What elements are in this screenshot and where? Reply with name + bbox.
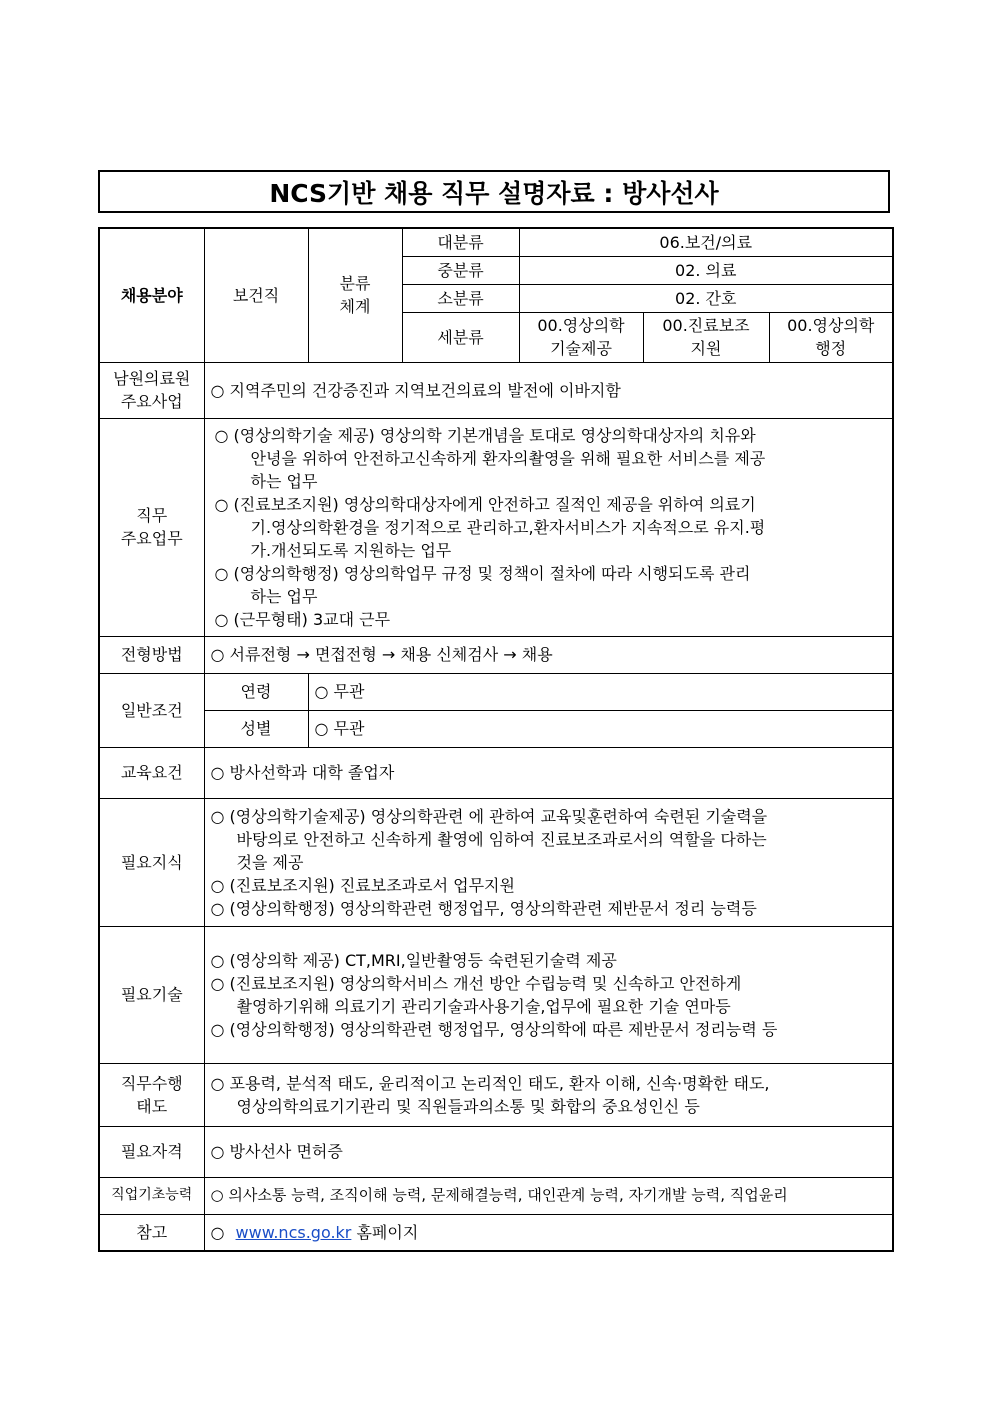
sex-value: ○ 무관 [308,710,893,747]
attitude-line-2: 영상의학의료기기관리 및 직원들과의소통 및 화합의 중요성인신 등 [236,1096,700,1116]
major-label: 대분류 [402,228,519,256]
age-value: ○ 무관 [308,673,893,710]
duties-line-7: ○ (영상의학행정) 영상의학업무 규정 및 정책이 절차에 따라 시행되도록 관리 [214,563,751,583]
attitude-content [204,1063,893,1126]
skills-line-1: ○ (영상의학 제공) CT,MRI,일반촬영등 숙련된기술력 제공 [210,950,617,970]
qualification-label: 필요자격 [99,1126,204,1177]
minor-value: 02. 간호 [519,284,893,312]
detail-1a: 00.영상의학 [537,316,625,335]
attitude-label [99,1063,204,1126]
business-label-1: 남원의료원 [113,369,191,388]
reference-content [204,1214,893,1251]
skills-line-4: ○ (영상의학행정) 영상의학관련 행정업무, 영상의학에 따른 제반문서 정리능력 등 [210,1019,778,1039]
system-label-2: 체계 [339,297,371,317]
duties-line-5: 기.영상의학환경을 정기적으로 관리하고,환자서비스가 지속적으로 유지.평 [250,517,766,537]
field-value: 보건직 [204,228,308,362]
business-label-2: 주요사업 [120,392,183,411]
knowledge-line-3: 것을 제공 [236,852,304,872]
middle-label: 중분류 [402,256,519,284]
basic-ability-text: ○ 의사소통 능력, 조직이해 능력, 문제해결능력, 대인관계 능력, 자기개발 능력, 직업윤리 [204,1177,893,1214]
business-text: ○ 지역주민의 건강증진과 지역보건의료의 발전에 이바지함 [204,362,893,418]
detail-3b: 행정 [815,339,847,358]
general-label: 일반조건 [99,673,204,747]
age-label: 연령 [204,673,308,710]
detail-label: 세분류 [402,312,519,362]
skills-line-3: 촬영하기위해 의료기기 관리기술과사용기술,업무에 필요한 기술 연마등 [236,996,731,1016]
qualification-text: ○ 방사선사 면허증 [204,1126,893,1177]
duties-line-2: 안녕을 위하여 안전하고신속하게 환자의촬영을 위해 필요한 서비스를 제공 [250,448,766,468]
duties-label-2: 주요업무 [120,529,183,548]
detail-2a: 00.진료보조 [662,316,750,335]
education-label: 교육요건 [99,747,204,798]
detail-1 [519,312,643,362]
reference-bullet: ○ [210,1222,230,1242]
duties-label [99,418,204,636]
duties-line-9: ○ (근무형태) 3교대 근무 [214,609,391,629]
duties-line-4: ○ (진료보조지원) 영상의학대상자에게 안전하고 질적인 제공을 위하여 의료기 [214,494,756,514]
duties-line-6: 가.개선되도록 지원하는 업무 [250,540,452,560]
skills-content [204,926,893,1063]
knowledge-line-1: ○ (영상의학기술제공) 영상의학관련 에 관하여 교육및훈련하여 숙련된 기술력을 [210,806,768,826]
detail-3 [769,312,893,362]
skills-label: 필요기술 [99,926,204,1063]
reference-suffix: 홈페이지 [351,1222,419,1242]
basic-ability-label: 직업기초능력 [99,1177,204,1214]
business-label [99,362,204,418]
attitude-label-2: 태도 [136,1096,168,1116]
job-description-table [98,227,894,1252]
middle-value: 02. 의료 [519,256,893,284]
duties-line-3: 하는 업무 [250,471,318,491]
knowledge-line-4: ○ (진료보조지원) 진료보조과로서 업무지원 [210,875,515,895]
detail-3a: 00.영상의학 [787,316,875,335]
duties-content [204,418,893,636]
knowledge-line-2: 바탕의로 안전하고 신속하게 촬영에 임하여 진료보조과로서의 역할을 다하는 [236,829,767,849]
system-label-1: 분류 [339,274,371,294]
minor-label: 소분류 [402,284,519,312]
field-label: 채용분야 [99,228,204,362]
reference-label: 참고 [99,1214,204,1251]
knowledge-label: 필요지식 [99,798,204,926]
duties-line-1: ○ (영상의학기술 제공) 영상의학 기본개념을 토대로 영상의학대상자의 치유와 [214,425,756,445]
page-title: NCS기반 채용 직무 설명자료 : 방사선사 [98,170,890,213]
knowledge-line-5: ○ (영상의학행정) 영상의학관련 행정업무, 영상의학관련 제반문서 정리 능력등 [210,898,757,918]
ncs-link[interactable]: www.ncs.go.kr [235,1222,352,1242]
selection-text: ○ 서류전형 → 면접전형 → 채용 신체검사 → 채용 [204,636,893,673]
major-value: 06.보건/의료 [519,228,893,256]
sex-label: 성별 [204,710,308,747]
attitude-label-1: 직무수행 [120,1073,183,1093]
duties-label-1: 직무 [136,506,168,525]
knowledge-content [204,798,893,926]
skills-line-2: ○ (진료보조지원) 영상의학서비스 개선 방안 수립능력 및 신속하고 안전하게 [210,973,742,993]
education-text: ○ 방사선학과 대학 졸업자 [204,747,893,798]
detail-1b: 기술제공 [550,339,612,358]
classification-system-label [308,228,402,362]
attitude-line-1: ○ 포용력, 분석적 태도, 윤리적이고 논리적인 태도, 환자 이해, 신속·명확한 태도, [210,1073,770,1093]
selection-label: 전형방법 [99,636,204,673]
detail-2b: 지원 [690,339,722,358]
detail-2 [643,312,769,362]
duties-line-8: 하는 업무 [250,586,318,606]
